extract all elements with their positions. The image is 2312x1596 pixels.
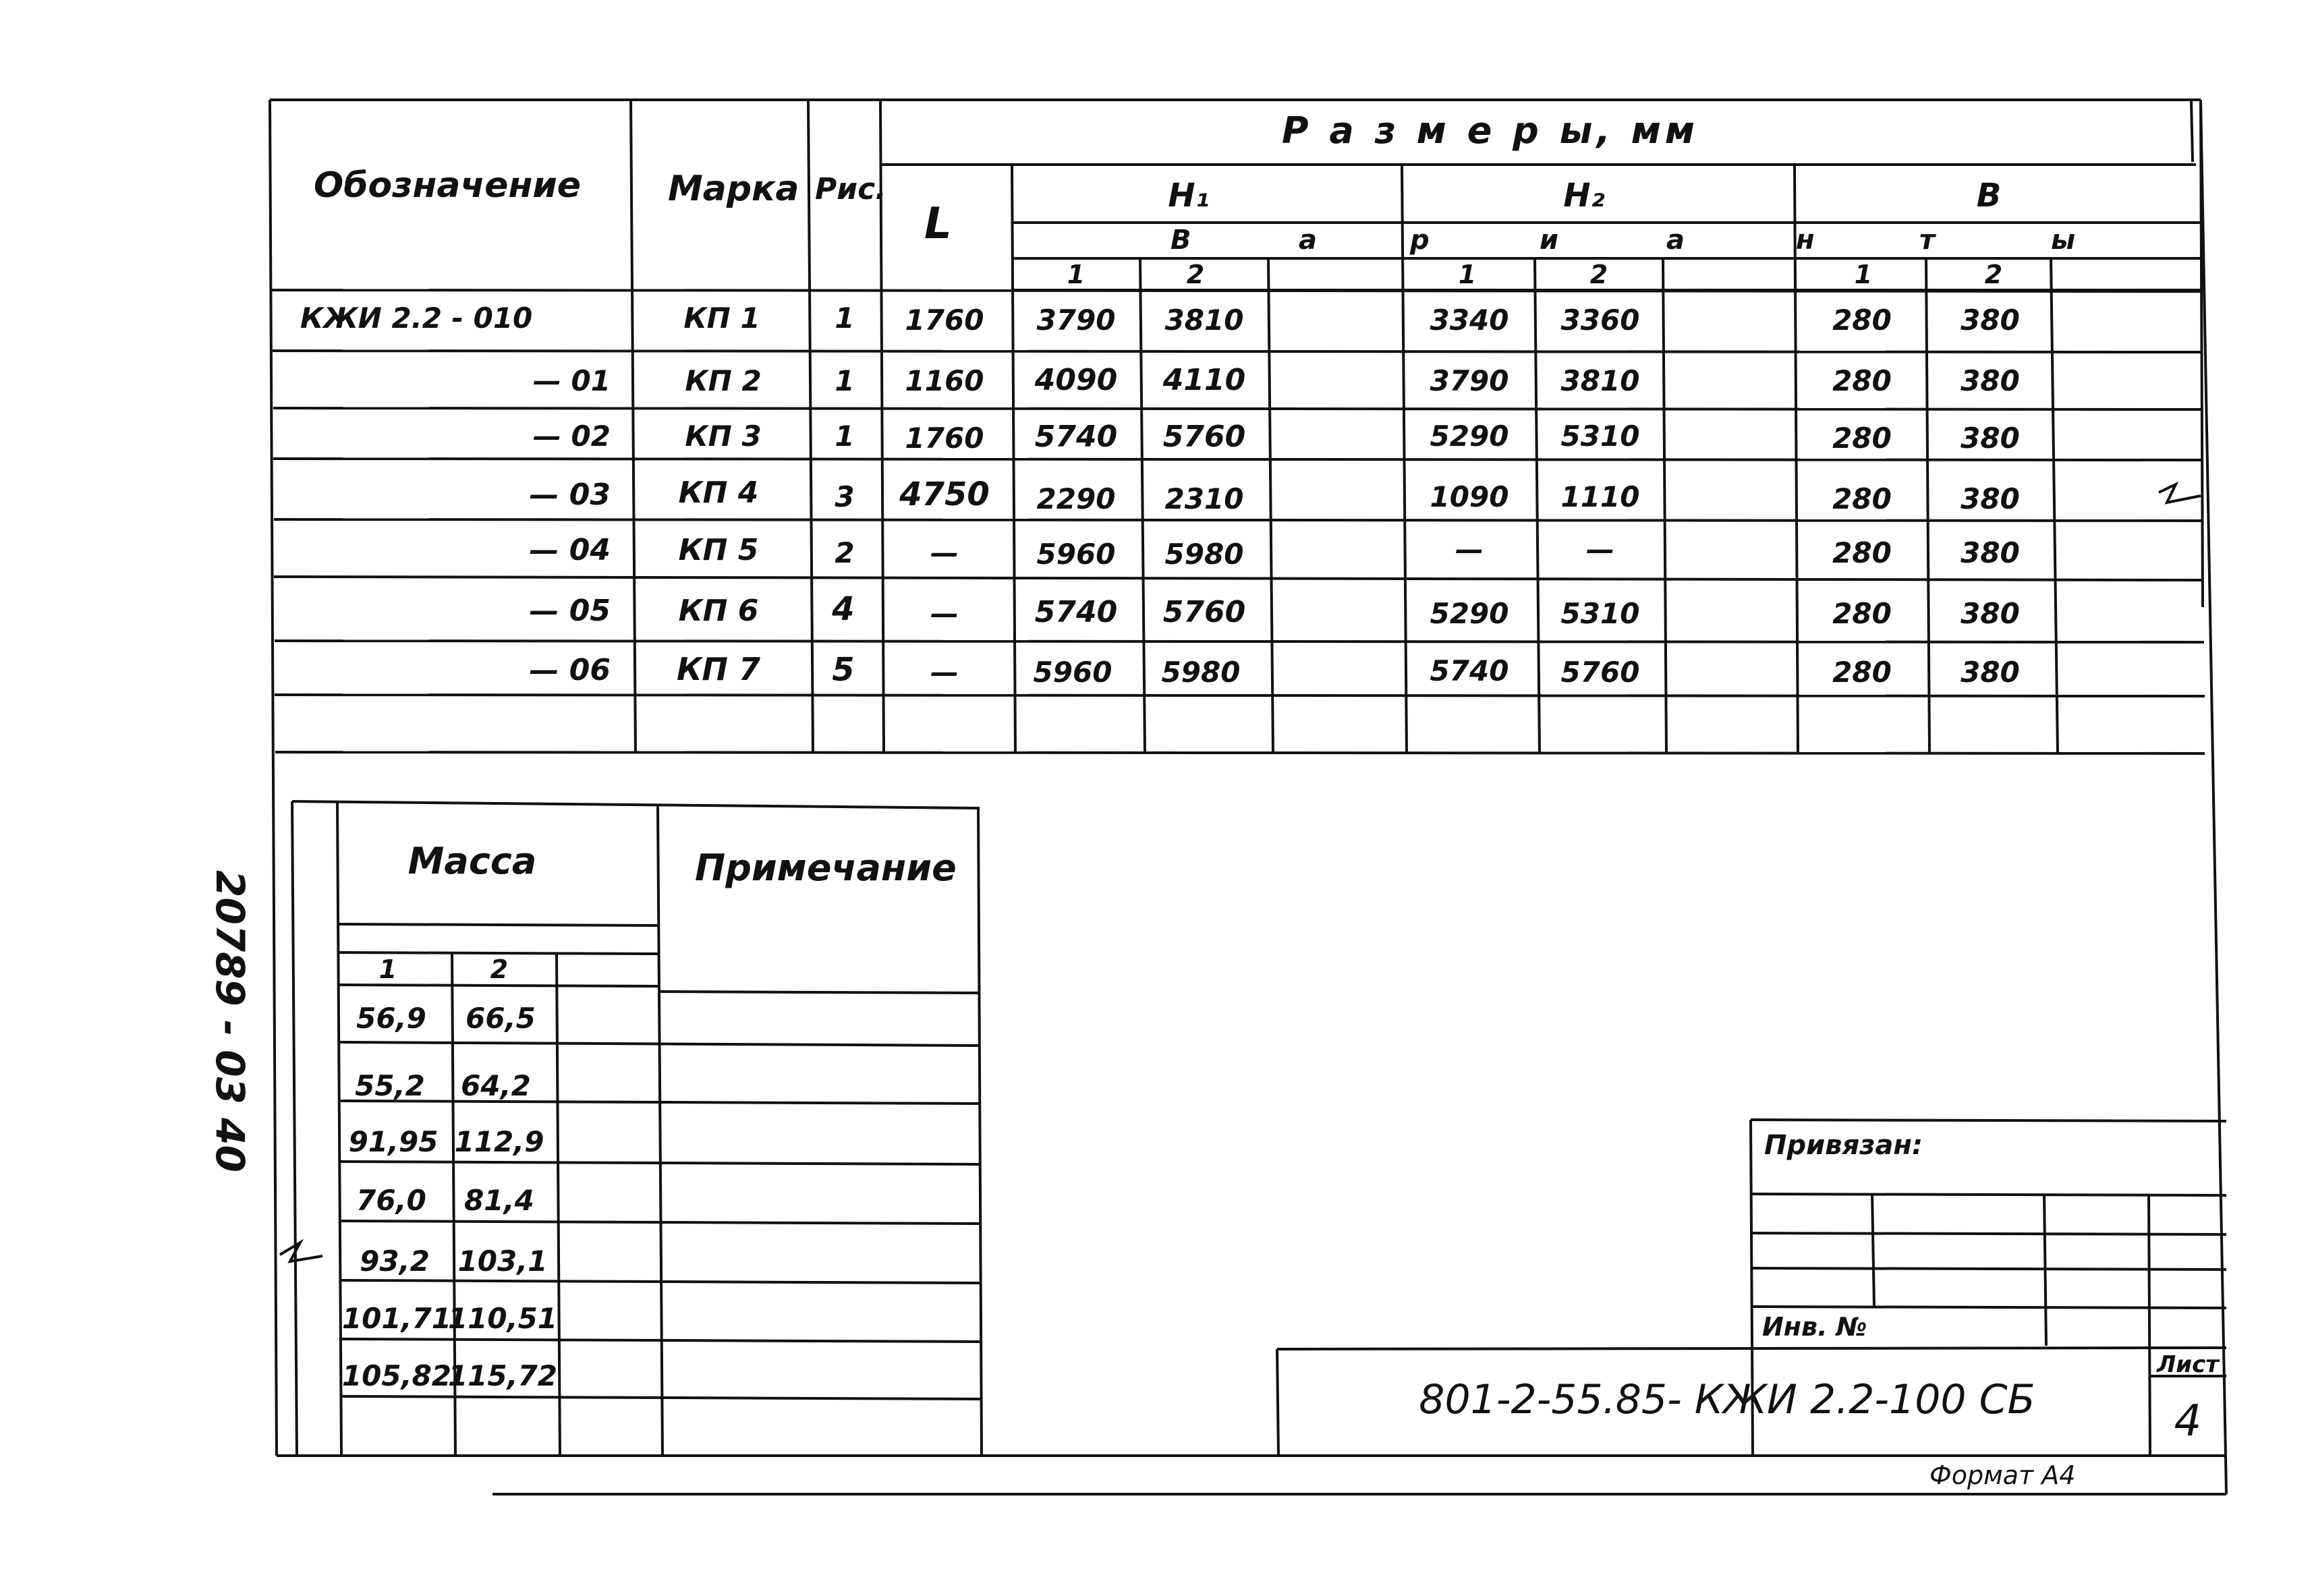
variants-letter: а [1299,225,1317,256]
cell-h2-1: 1090 [1430,480,1509,513]
stamp-code: 801-2-55.85- КЖИ 2.2-100 СБ [1419,1376,2035,1423]
cell-h2-2: 3360 [1560,304,1640,337]
cell-oboznachenie: КЖИ 2.2 - 010 [300,302,533,335]
mass-cell-2: 66,5 [466,1002,536,1035]
cell-marka: КП 3 [685,420,762,453]
cell-oboznachenie: — 01 [532,364,611,397]
cell-b-2: 380 [1961,364,2020,397]
stamp-list-label: Лист [2157,1351,2219,1378]
header-B: B [1976,177,2002,215]
mass-cell-2: 112,9 [454,1125,544,1158]
cell-L: 1760 [905,422,984,455]
header-razmery: Р а з м е р ы, мм [1282,109,1699,152]
cell-h1-2: 4110 [1162,363,1246,397]
cell-b-2: 380 [1961,656,2020,689]
variants-letter: н [1796,225,1815,256]
mass-cell-2: 81,4 [464,1184,534,1217]
cell-b-1: 280 [1832,422,1892,455]
cell-oboznachenie: — 05 [529,594,611,628]
cell-h1-1: 4090 [1034,363,1118,397]
mass-cell-2: 64,2 [461,1069,531,1102]
cell-b-2: 380 [1961,304,2020,337]
mass-cell-1: 93,2 [360,1245,430,1278]
cell-b-1: 280 [1832,482,1892,515]
subcol-h2-1: 1 [1458,260,1477,289]
cell-oboznachenie: — 02 [532,420,611,453]
cell-oboznachenie: — 06 [529,653,611,687]
cell-marka: КП 6 [678,594,759,628]
cell-b-2: 380 [1961,597,2020,630]
cell-h2-1: 3790 [1430,364,1509,397]
cell-oboznachenie: — 03 [529,478,611,512]
cell-h2-2: — [1586,533,1614,566]
variants-letter: а [1666,225,1685,256]
variants-letter: т [1919,225,1936,256]
cell-marka: КП 2 [685,364,762,397]
subcol-h2-2: 2 [1589,260,1608,289]
cell-ris: 3 [835,480,855,513]
subcol-h1-2: 2 [1186,260,1205,289]
primechanie-header: Примечание [695,847,957,889]
header-H2: H₂ [1563,177,1605,215]
cell-h2-2: 3810 [1560,364,1640,397]
header-oboznachenie: Обозначение [314,165,582,206]
mass-cell-1: 55,2 [355,1069,425,1102]
cell-h2-1: 5290 [1430,597,1509,630]
mass-cell-1: 101,71 [341,1302,452,1335]
mass-header: Масса [407,840,537,882]
side-archive-number: 20789 - 03 40 [207,870,253,1172]
cell-b-1: 280 [1832,656,1892,689]
stamp-list-number: 4 [2174,1396,2202,1446]
cell-h2-2: 5310 [1560,597,1640,630]
stamp-inv: Инв. № [1762,1312,1867,1342]
cell-h1-1: 5960 [1033,656,1112,689]
mass-cell-2: 110,51 [447,1302,558,1335]
cell-h2-2: 5760 [1560,656,1640,689]
cell-marka: КП 4 [678,476,759,510]
cell-b-2: 380 [1961,422,2020,455]
cell-h1-2: 5980 [1161,656,1241,689]
cell-marka: КП 1 [683,302,760,335]
header-ris: Рис. [815,172,886,206]
mass-cell-1: 76,0 [356,1184,426,1217]
variants-letter: ы [2051,225,2076,256]
cell-marka: КП 5 [678,533,759,567]
cell-b-1: 280 [1832,304,1892,337]
cell-ris: 4 [832,590,855,628]
cell-h2-1: 5740 [1430,654,1509,687]
mass-cell-2: 115,72 [447,1359,558,1392]
cell-h1-2: 5980 [1164,538,1244,571]
cell-ris: 1 [835,302,855,335]
cell-L: 4750 [899,476,990,513]
mass-cell-1: 91,95 [348,1125,439,1158]
cell-L: 1160 [905,364,984,397]
cell-ris: 5 [832,651,855,689]
variants-letter: р [1410,225,1430,256]
cell-h1-2: 5760 [1162,595,1246,629]
cell-L: 1760 [905,304,984,337]
cell-b-1: 280 [1832,597,1892,630]
cell-ris: 2 [835,536,855,569]
cell-h1-1: 5740 [1034,595,1118,629]
cell-b-2: 380 [1961,482,2020,515]
header-L: L [924,199,952,249]
variants-letter: В [1171,225,1191,256]
mass-cell-2: 103,1 [457,1245,548,1278]
cell-oboznachenie: — 04 [529,533,611,567]
cell-h1-1: 5740 [1034,420,1118,454]
cell-h2-2: 1110 [1560,480,1640,513]
header-H1: H₁ [1168,177,1210,215]
variants-letter: и [1540,225,1559,256]
cell-h2-1: 5290 [1430,420,1509,453]
subcol-b-2: 2 [1984,260,2003,289]
cell-b-2: 380 [1961,536,2020,569]
cell-ris: 1 [835,420,855,453]
cell-L: — [930,597,959,630]
mass-cell-1: 105,82 [341,1359,452,1392]
cell-b-1: 280 [1832,364,1892,397]
cell-marka: КП 7 [676,651,761,687]
cell-h1-2: 3810 [1164,304,1244,337]
cell-b-1: 280 [1832,536,1892,569]
cell-ris: 1 [835,364,855,397]
mass-sub-1: 1 [378,954,397,984]
cell-h1-2: 5760 [1162,420,1246,454]
stamp-format: Формат А4 [1929,1460,2076,1490]
mass-cell-1: 56,9 [356,1002,426,1035]
cell-h2-1: 3340 [1430,304,1509,337]
subcol-h1-1: 1 [1067,260,1085,289]
cell-L: — [930,536,959,569]
stamp-privyazan: Привязан: [1764,1130,1923,1161]
mass-sub-2: 2 [490,954,509,984]
cell-h1-1: 5960 [1036,538,1116,571]
header-marka: Марка [668,169,799,209]
cell-h1-2: 2310 [1164,482,1244,515]
cell-h2-2: 5310 [1560,420,1640,453]
subcol-b-1: 1 [1854,260,1873,289]
cell-h2-1: — [1455,533,1484,566]
cell-h1-1: 2290 [1036,482,1116,515]
cell-h1-1: 3790 [1036,304,1116,337]
cell-L: — [930,656,959,689]
